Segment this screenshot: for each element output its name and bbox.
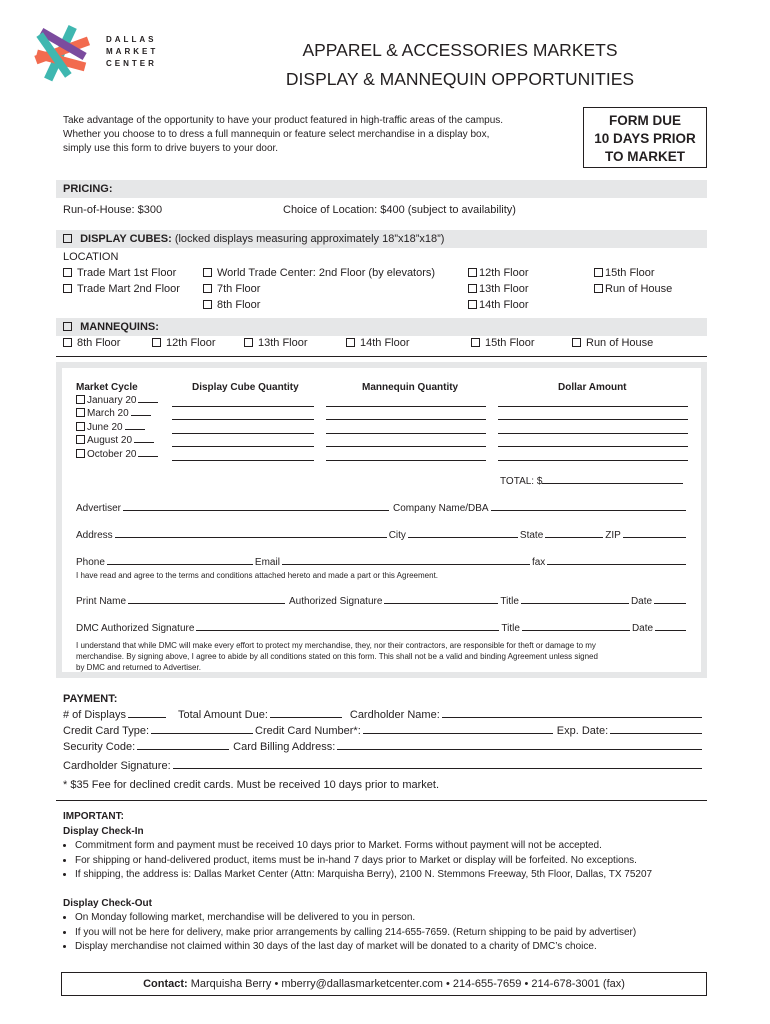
col-header-dollar: Dollar Amount bbox=[558, 382, 627, 393]
card-type-field[interactable] bbox=[151, 732, 253, 734]
dollar-amount-field[interactable] bbox=[498, 459, 688, 461]
num-displays-label: # of Displays bbox=[63, 709, 126, 721]
mann-opt-8th[interactable]: 8th Floor bbox=[63, 337, 120, 349]
auth-sig-label: Authorized Signature bbox=[289, 596, 383, 607]
dollar-amount-field[interactable] bbox=[498, 405, 688, 407]
logo-mark-icon bbox=[28, 20, 98, 86]
exp-date-field[interactable] bbox=[610, 732, 702, 734]
dmc-date-label: Date bbox=[631, 623, 654, 634]
payment-header: PAYMENT: bbox=[63, 693, 118, 705]
date-field[interactable] bbox=[654, 602, 686, 604]
cube-opt-15th[interactable]: 15th Floor bbox=[594, 267, 655, 279]
state-field[interactable] bbox=[545, 536, 603, 538]
mannequin-qty-field[interactable] bbox=[326, 405, 486, 407]
cube-opt-8th[interactable]: 8th Floor bbox=[203, 299, 260, 311]
num-displays-field[interactable] bbox=[128, 716, 166, 718]
agree-text: I have read and agree to the terms and conditions attached hereto and made a part or this Agreement. bbox=[76, 571, 439, 580]
cycle-option[interactable]: March 20 bbox=[76, 408, 151, 419]
form-due-box: FORM DUE 10 DAYS PRIOR TO MARKET bbox=[583, 107, 707, 168]
cardholder-sig-field[interactable] bbox=[173, 767, 702, 769]
list-item: • Display merchandise not claimed within 30 days of the last day of market will be donated to a charity of DMC’s choice. bbox=[75, 940, 713, 955]
mannequin-qty-field[interactable] bbox=[326, 418, 486, 420]
card-type-label: Credit Card Type: bbox=[63, 725, 150, 737]
dmc-logo bbox=[28, 20, 178, 86]
mannequin-qty-field[interactable] bbox=[326, 445, 486, 447]
checkin-list bbox=[63, 839, 713, 883]
date-label: Date bbox=[630, 596, 653, 607]
col-header-mannequin-qty: Mannequin Quantity bbox=[362, 382, 459, 393]
pricing-run-of-house: Run-of-House: $300 bbox=[63, 204, 163, 216]
fax-label: fax bbox=[531, 557, 546, 568]
col-header-market-cycle: Market Cycle bbox=[76, 382, 138, 393]
dmc-title-field[interactable] bbox=[522, 629, 630, 631]
address-field[interactable] bbox=[115, 536, 387, 538]
mann-opt-15th[interactable]: 15th Floor bbox=[471, 337, 535, 349]
list-item: • On Monday following market, merchandise will be delivered to you in person. bbox=[75, 911, 713, 926]
contact-label: Contact: bbox=[143, 978, 188, 990]
phone-field[interactable] bbox=[107, 563, 253, 565]
title-field[interactable] bbox=[521, 602, 629, 604]
checkout-list bbox=[63, 911, 713, 955]
cardholder-sig-label: Cardholder Signature: bbox=[63, 760, 171, 772]
checkin-header: Display Check-In bbox=[63, 825, 144, 837]
cube-opt-12th[interactable]: 12th Floor bbox=[468, 267, 529, 279]
cube-opt-14th[interactable]: 14th Floor bbox=[468, 299, 529, 311]
fax-field[interactable] bbox=[547, 563, 686, 565]
cycle-option[interactable]: August 20 bbox=[76, 435, 154, 446]
logo-text-market: MARKET bbox=[106, 47, 159, 56]
total-field[interactable] bbox=[500, 476, 683, 487]
mannequins-label: MANNEQUINS: bbox=[80, 321, 159, 333]
cube-qty-field[interactable] bbox=[172, 432, 314, 434]
dmc-sig-field[interactable] bbox=[196, 629, 499, 631]
list-item: • Commitment form and payment must be received 10 days prior to Market. Forms without payment will not be accepted. bbox=[75, 839, 713, 854]
address-label: Address bbox=[76, 530, 113, 541]
contact-box bbox=[61, 972, 707, 996]
security-code-label: Security Code: bbox=[63, 741, 136, 753]
company-field[interactable] bbox=[491, 509, 686, 511]
company-label: Company Name/DBA bbox=[393, 503, 489, 514]
email-field[interactable] bbox=[282, 563, 530, 565]
cube-opt-13th[interactable]: 13th Floor bbox=[468, 283, 529, 295]
pricing-choice-location: Choice of Location: $400 (subject to availability) bbox=[283, 204, 516, 216]
dollar-amount-field[interactable] bbox=[498, 445, 688, 447]
page-title-line1: APPAREL & ACCESSORIES MARKETS bbox=[302, 40, 618, 60]
security-code-field[interactable] bbox=[137, 748, 229, 750]
cube-opt-roh[interactable]: Run of House bbox=[594, 283, 672, 295]
display-cubes-label: DISPLAY CUBES: bbox=[80, 233, 172, 245]
col-header-cube-qty: Display Cube Quantity bbox=[192, 382, 299, 393]
mannequins-checkbox-row[interactable] bbox=[63, 321, 159, 333]
disclaimer-text: I understand that while DMC will make every effort to protect my merchandise, they, nor their contractors, are responsible for theft or damage to my merchandise. By signing above, I agree to abide by all conditions stated on this form. This shall not be a valid and binding Agreement unless signed by DMC and returned to Advertiser. bbox=[76, 641, 598, 672]
cardholder-name-field[interactable] bbox=[442, 716, 702, 718]
advertiser-field[interactable] bbox=[123, 509, 389, 511]
contact-text: Marquisha Berry • mberry@dallasmarketcenter.com • 214-655-7659 • 214-678-3001 (fax) bbox=[187, 978, 625, 990]
total-due-field[interactable] bbox=[270, 716, 342, 718]
important-header: IMPORTANT: bbox=[63, 811, 124, 822]
cube-opt-tm2[interactable]: Trade Mart 2nd Floor bbox=[63, 283, 180, 295]
display-cubes-desc: (locked displays measuring approximately 18”x18”x18”) bbox=[171, 233, 445, 245]
cube-opt-7th[interactable]: 7th Floor bbox=[203, 283, 260, 295]
dollar-amount-field[interactable] bbox=[498, 432, 688, 434]
card-number-label: Credit Card Number*: bbox=[255, 725, 361, 737]
billing-address-field[interactable] bbox=[337, 748, 702, 750]
cube-opt-tm1[interactable]: Trade Mart 1st Floor bbox=[63, 267, 176, 279]
zip-field[interactable] bbox=[623, 536, 686, 538]
cube-opt-wtc2[interactable]: World Trade Center: 2nd Floor (by elevators) bbox=[203, 267, 435, 279]
location-label: LOCATION bbox=[63, 251, 119, 263]
email-label: Email bbox=[254, 557, 280, 568]
phone-label: Phone bbox=[76, 557, 105, 568]
display-cubes-checkbox-row[interactable] bbox=[63, 233, 444, 245]
advertiser-label: Advertiser bbox=[76, 503, 122, 514]
cube-qty-field[interactable] bbox=[172, 405, 314, 407]
cube-qty-field[interactable] bbox=[172, 418, 314, 420]
declined-fee-note: * $35 Fee for declined credit cards. Must be received 10 days prior to market. bbox=[63, 779, 440, 791]
exp-date-label: Exp. Date: bbox=[556, 725, 609, 737]
pricing-header: PRICING: bbox=[63, 183, 113, 195]
card-number-field[interactable] bbox=[363, 732, 553, 734]
mannequins-checkbox[interactable] bbox=[63, 322, 72, 331]
city-label: City bbox=[388, 530, 406, 541]
title-label: Title bbox=[500, 596, 519, 607]
state-label: State bbox=[519, 530, 544, 541]
billing-address-label: Card Billing Address: bbox=[233, 741, 336, 753]
dmc-date-field[interactable] bbox=[655, 629, 686, 631]
print-name-field[interactable] bbox=[128, 602, 285, 604]
zip-label: ZIP bbox=[605, 530, 621, 541]
display-cubes-checkbox[interactable] bbox=[63, 234, 72, 243]
total-due-label: Total Amount Due: bbox=[177, 709, 268, 721]
dollar-amount-field[interactable] bbox=[498, 418, 688, 420]
mann-opt-13th[interactable]: 13th Floor bbox=[244, 337, 308, 349]
city-field[interactable] bbox=[408, 536, 518, 538]
cube-qty-field[interactable] bbox=[172, 445, 314, 447]
mannequin-qty-field[interactable] bbox=[326, 432, 486, 434]
list-item: • If shipping, the address is: Dallas Market Center (Attn: Marquisha Berry), 2100 N. Stemmons Freeway, 5th Floor, Dallas, TX 75207 bbox=[75, 868, 713, 883]
list-item: • If you will not be here for delivery, make prior arrangements by calling 214-655-7659. (Return shipping to be paid by advertiser) bbox=[75, 926, 713, 941]
total-label: TOTAL: $ bbox=[500, 476, 543, 487]
mannequin-qty-field[interactable] bbox=[326, 459, 486, 461]
cardholder-name-label: Cardholder Name: bbox=[349, 709, 440, 721]
cycle-option[interactable]: October 20 bbox=[76, 449, 158, 460]
mann-opt-14th[interactable]: 14th Floor bbox=[346, 337, 410, 349]
mann-opt-12th[interactable]: 12th Floor bbox=[152, 337, 216, 349]
dmc-sig-label: DMC Authorized Signature bbox=[76, 623, 195, 634]
intro-text: Take advantage of the opportunity to have your product featured in high-traffic areas of the campus. Whether you choose to to dress a full mannequin or feature select merchandise in a display box, simply use this form to drive buyers to your door. bbox=[63, 115, 504, 154]
dmc-title-label: Title bbox=[501, 623, 520, 634]
logo-text-center: CENTER bbox=[106, 59, 157, 68]
cycle-option[interactable]: June 20 bbox=[76, 422, 145, 433]
checkout-header: Display Check-Out bbox=[63, 897, 152, 909]
cube-qty-field[interactable] bbox=[172, 459, 314, 461]
mann-opt-roh[interactable]: Run of House bbox=[572, 337, 653, 349]
auth-sig-field[interactable] bbox=[384, 602, 498, 604]
list-item: • For shipping or hand-delivered product, items must be in-hand 7 days prior to Market or display will be forfeited. No exceptions. bbox=[75, 854, 713, 869]
page-title-line2: DISPLAY & MANNEQUIN OPPORTUNITIES bbox=[285, 69, 635, 89]
cycle-option[interactable]: January 20 bbox=[76, 395, 158, 406]
logo-text-dallas: DALLAS bbox=[106, 35, 157, 44]
print-name-label: Print Name bbox=[76, 596, 127, 607]
